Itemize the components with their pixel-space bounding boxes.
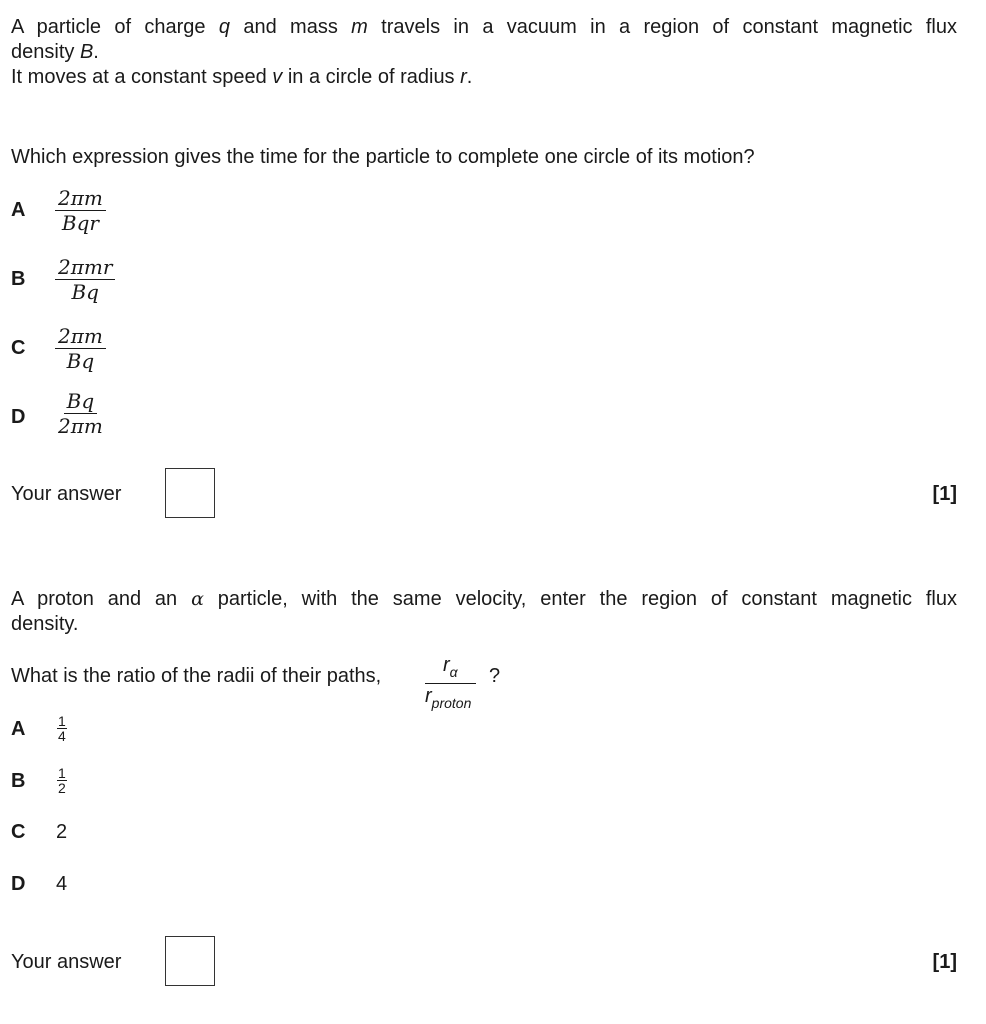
- var-q: q: [218, 16, 231, 38]
- var-m: m: [351, 16, 368, 38]
- q2-option-a-letter: A: [11, 718, 26, 740]
- q2-ratio-fraction: [425, 654, 476, 715]
- q1-option-a-denominator: Bqr: [61, 211, 99, 235]
- q1-option-c-fraction: [55, 324, 106, 373]
- q2-option-a-numerator: 1: [58, 713, 66, 729]
- q2-option-b-numerator: 1: [58, 765, 66, 781]
- q1-option-b-numerator: 2πmr: [55, 255, 115, 280]
- q1-intro: [11, 15, 957, 90]
- q2-option-d-letter: D: [11, 873, 26, 895]
- q2-answer-box[interactable]: [165, 936, 215, 986]
- q2-option-c-value: 2: [56, 821, 68, 843]
- q1-option-a-letter: A: [11, 199, 26, 221]
- var-v: v: [272, 66, 283, 88]
- var-r: r: [460, 66, 467, 88]
- alpha-symbol: α: [191, 588, 204, 610]
- q1-question: Which expression gives the time for the particle to complete one circle of its motion?: [11, 146, 755, 168]
- q1-answer-box[interactable]: [165, 468, 215, 518]
- q1-option-d-fraction: [55, 389, 106, 438]
- q1-option-a-numerator: 2πm: [55, 186, 106, 211]
- q2-option-c-letter: C: [11, 821, 26, 843]
- q1-option-d-letter: D: [11, 406, 26, 428]
- q1-option-d-numerator: Bq: [64, 389, 98, 414]
- q1-option-d-denominator: 2πm: [58, 414, 103, 438]
- q2-ratio-numerator: $r_\alpha$: [425, 654, 476, 684]
- q2-option-b-fraction: [57, 766, 67, 795]
- q2-answer-label: Your answer: [11, 951, 122, 973]
- q2-option-b-denominator: 2: [58, 780, 66, 796]
- q2-marks: [1]: [932, 951, 957, 973]
- q1-answer-label: Your answer: [11, 483, 122, 505]
- q2-ratio-denominator: $r_{proton}$: [425, 685, 472, 711]
- q1-option-a-fraction: [55, 186, 106, 235]
- q1-option-c-denominator: Bq: [66, 349, 95, 373]
- q2-option-b-letter: B: [11, 770, 26, 792]
- q1-marks: [1]: [932, 483, 957, 505]
- q2-question-mark: ?: [489, 665, 501, 687]
- q1-intro-line3: It moves at a constant speed v in a circle of radius r.: [11, 66, 473, 88]
- q1-option-c-letter: C: [11, 337, 26, 359]
- q2-intro: [11, 587, 957, 637]
- q1-option-c-numerator: 2πm: [55, 324, 106, 349]
- q1-option-b-fraction: [55, 255, 115, 304]
- q2-option-a-denominator: 4: [58, 728, 66, 744]
- var-B: B: [79, 41, 94, 63]
- q1-intro-line1: A particle of charge q and mass m travels in a vacuum in a region of constant magnetic flux: [11, 16, 957, 38]
- q1-option-b-denominator: Bq: [71, 280, 99, 304]
- q2-option-a-fraction: [57, 714, 67, 743]
- q2-question: What is the ratio of the radii of their paths,: [11, 665, 382, 687]
- q2-intro-line1: A proton and an α particle, with the same velocity, enter the region of constant magnetic flux: [11, 588, 957, 610]
- q2-intro-line2: density.: [11, 613, 79, 635]
- q1-option-b-letter: B: [11, 268, 26, 290]
- q1-intro-line2: density B.: [11, 41, 99, 63]
- q2-option-d-value: 4: [56, 873, 68, 895]
